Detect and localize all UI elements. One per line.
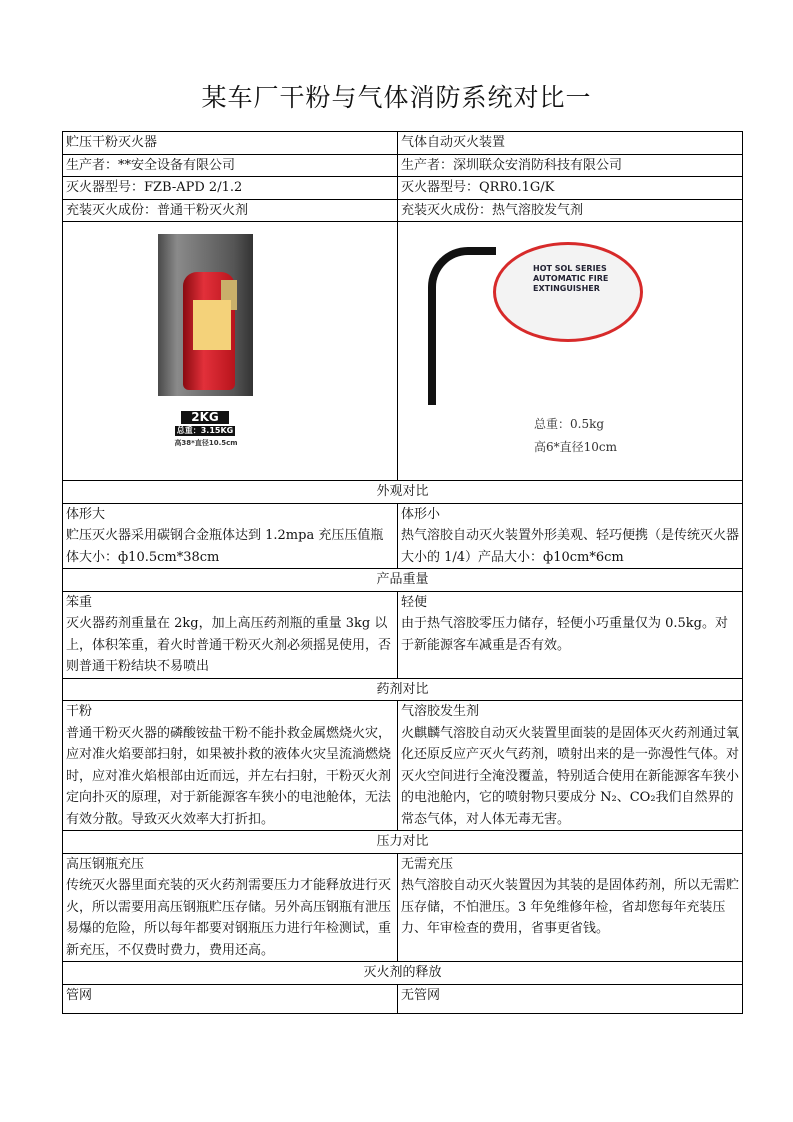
left-cell	[63, 984, 398, 1013]
right-agent: 充装灭火成份：热气溶胶发气剂	[398, 199, 743, 222]
left-text: 传统灭火器里面充装的灭火药剂需要压力才能释放进行灭火，所以需要用高压钢瓶贮压存储。另外高压钢瓶有泄压易爆的危险，所以每年都要对钢瓶压力进行年检测试，重新充压，不仅费时费力，费用还高。	[66, 878, 392, 958]
total-weight-tag: 总重：3.15KG	[176, 426, 234, 435]
left-text: 贮压灭火器采用碳钢合金瓶体达到 1.2mpa 充压压值瓶体大小：ф10.5cm*38cm	[66, 528, 384, 565]
right-model: 灭火器型号：QRR0.1G/K	[398, 177, 743, 200]
left-cell	[63, 853, 398, 962]
left-text: 普通干粉灭火器的磷酸铵盐干粉不能扑救金属燃烧火灾，应对准火焰要部扫射，如果被扑救的液体火灾呈流淌燃烧时，应对准火焰根部由近而远，并左右扫射，干粉灭火剂定向扑灭的原理，对于新能源客车狭小的电池舱体，无法有效分散。导致灭火效率大打折扣。	[66, 725, 392, 827]
left-title: 高压钢瓶充压	[66, 856, 145, 872]
right-cell	[398, 591, 743, 678]
left-cell	[63, 701, 398, 831]
right-cell	[398, 503, 743, 569]
cable-graphic	[428, 247, 496, 405]
left-image-cell	[63, 222, 398, 481]
right-title: 气溶胶发生剂	[401, 704, 480, 719]
section-heading: 药剂对比	[63, 678, 743, 701]
right-title: 轻便	[401, 594, 428, 610]
section-heading: 外观对比	[63, 481, 743, 504]
left-title: 体形大	[66, 506, 106, 522]
left-title: 笨重	[66, 594, 93, 610]
size: 高6*直径10cm	[534, 440, 618, 454]
left-cell	[63, 503, 398, 569]
section-heading: 产品重量	[63, 569, 743, 592]
series-label: HOT SOL SERIES	[533, 264, 607, 273]
right-text: 火麒麟气溶胶自动灭火装置里面装的是固体灭火药剂通过氧化还原反应产灭火气药剂，喷射出来的是一弥漫性气体。对灭火空间进行全淹没覆盖，特别适合使用在新能源客车狭小的电池舱内，它的喷射物只要成分 N₂、CO₂我们自然界的常态气体，对人体无毒无害。	[401, 725, 740, 827]
left-title: 管网	[66, 987, 93, 1003]
aerosol-device-photo	[493, 242, 643, 402]
right-cell	[398, 984, 743, 1013]
left-title: 干粉	[66, 704, 93, 719]
right-text: 由于热气溶胶零压力储存，轻便小巧重量仅为 0.5kg。对于新能源客车减重是否有效。	[401, 616, 729, 653]
total-weight: 总重：0.5kg	[534, 417, 605, 431]
left-agent: 充装灭火成份：普通干粉灭火剂	[63, 199, 398, 222]
left-text: 灭火器药剂重量在 2kg，加上高压药剂瓶的重量 3kg 以上，体积笨重，着火时普通干粉灭火剂必须摇晃使用，否则普通干粉结块不易喷出	[66, 616, 392, 674]
left-maker: 生产者：**安全设备有限公司	[63, 154, 398, 177]
right-maker: 生产者：深圳联众安消防科技有限公司	[398, 154, 743, 177]
right-title: 无管网	[401, 987, 441, 1003]
right-title: 体形小	[401, 506, 441, 522]
right-image-cell	[398, 222, 743, 481]
section-heading: 灭火剂的释放	[63, 962, 743, 985]
fire-extinguisher-photo	[158, 234, 253, 396]
right-cell	[398, 701, 743, 831]
product-label: AUTOMATIC FIRE EXTINGUISHER	[533, 274, 609, 293]
right-title: 无需充压	[401, 856, 454, 872]
right-text: 热气溶胶自动灭火装置因为其装的是固体药剂，所以无需贮压存储，不怕泄压。3 年免维修年检，省却您每年充装压力、年审检查的费用，省事更省钱。	[401, 878, 740, 936]
right-product-name: 气体自动灭火装置	[398, 132, 743, 155]
page-title: 某车厂干粉与气体消防系统对比一	[201, 83, 592, 112]
right-cell	[398, 853, 743, 962]
left-model: 灭火器型号：FZB-APD 2/1.2	[63, 177, 398, 200]
left-product-name: 贮压干粉灭火器	[63, 132, 398, 155]
section-heading: 压力对比	[63, 831, 743, 854]
comparison-table	[62, 131, 743, 1014]
right-text: 热气溶胶自动灭火装置外形美观、轻巧便携（是传统灭火器大小的 1/4）产品大小：ф10cm*6cm	[401, 528, 740, 565]
left-cell	[63, 591, 398, 678]
size-tag: 高38*直径10.5cm	[174, 439, 238, 447]
weight-tag: 2KG	[181, 411, 229, 424]
